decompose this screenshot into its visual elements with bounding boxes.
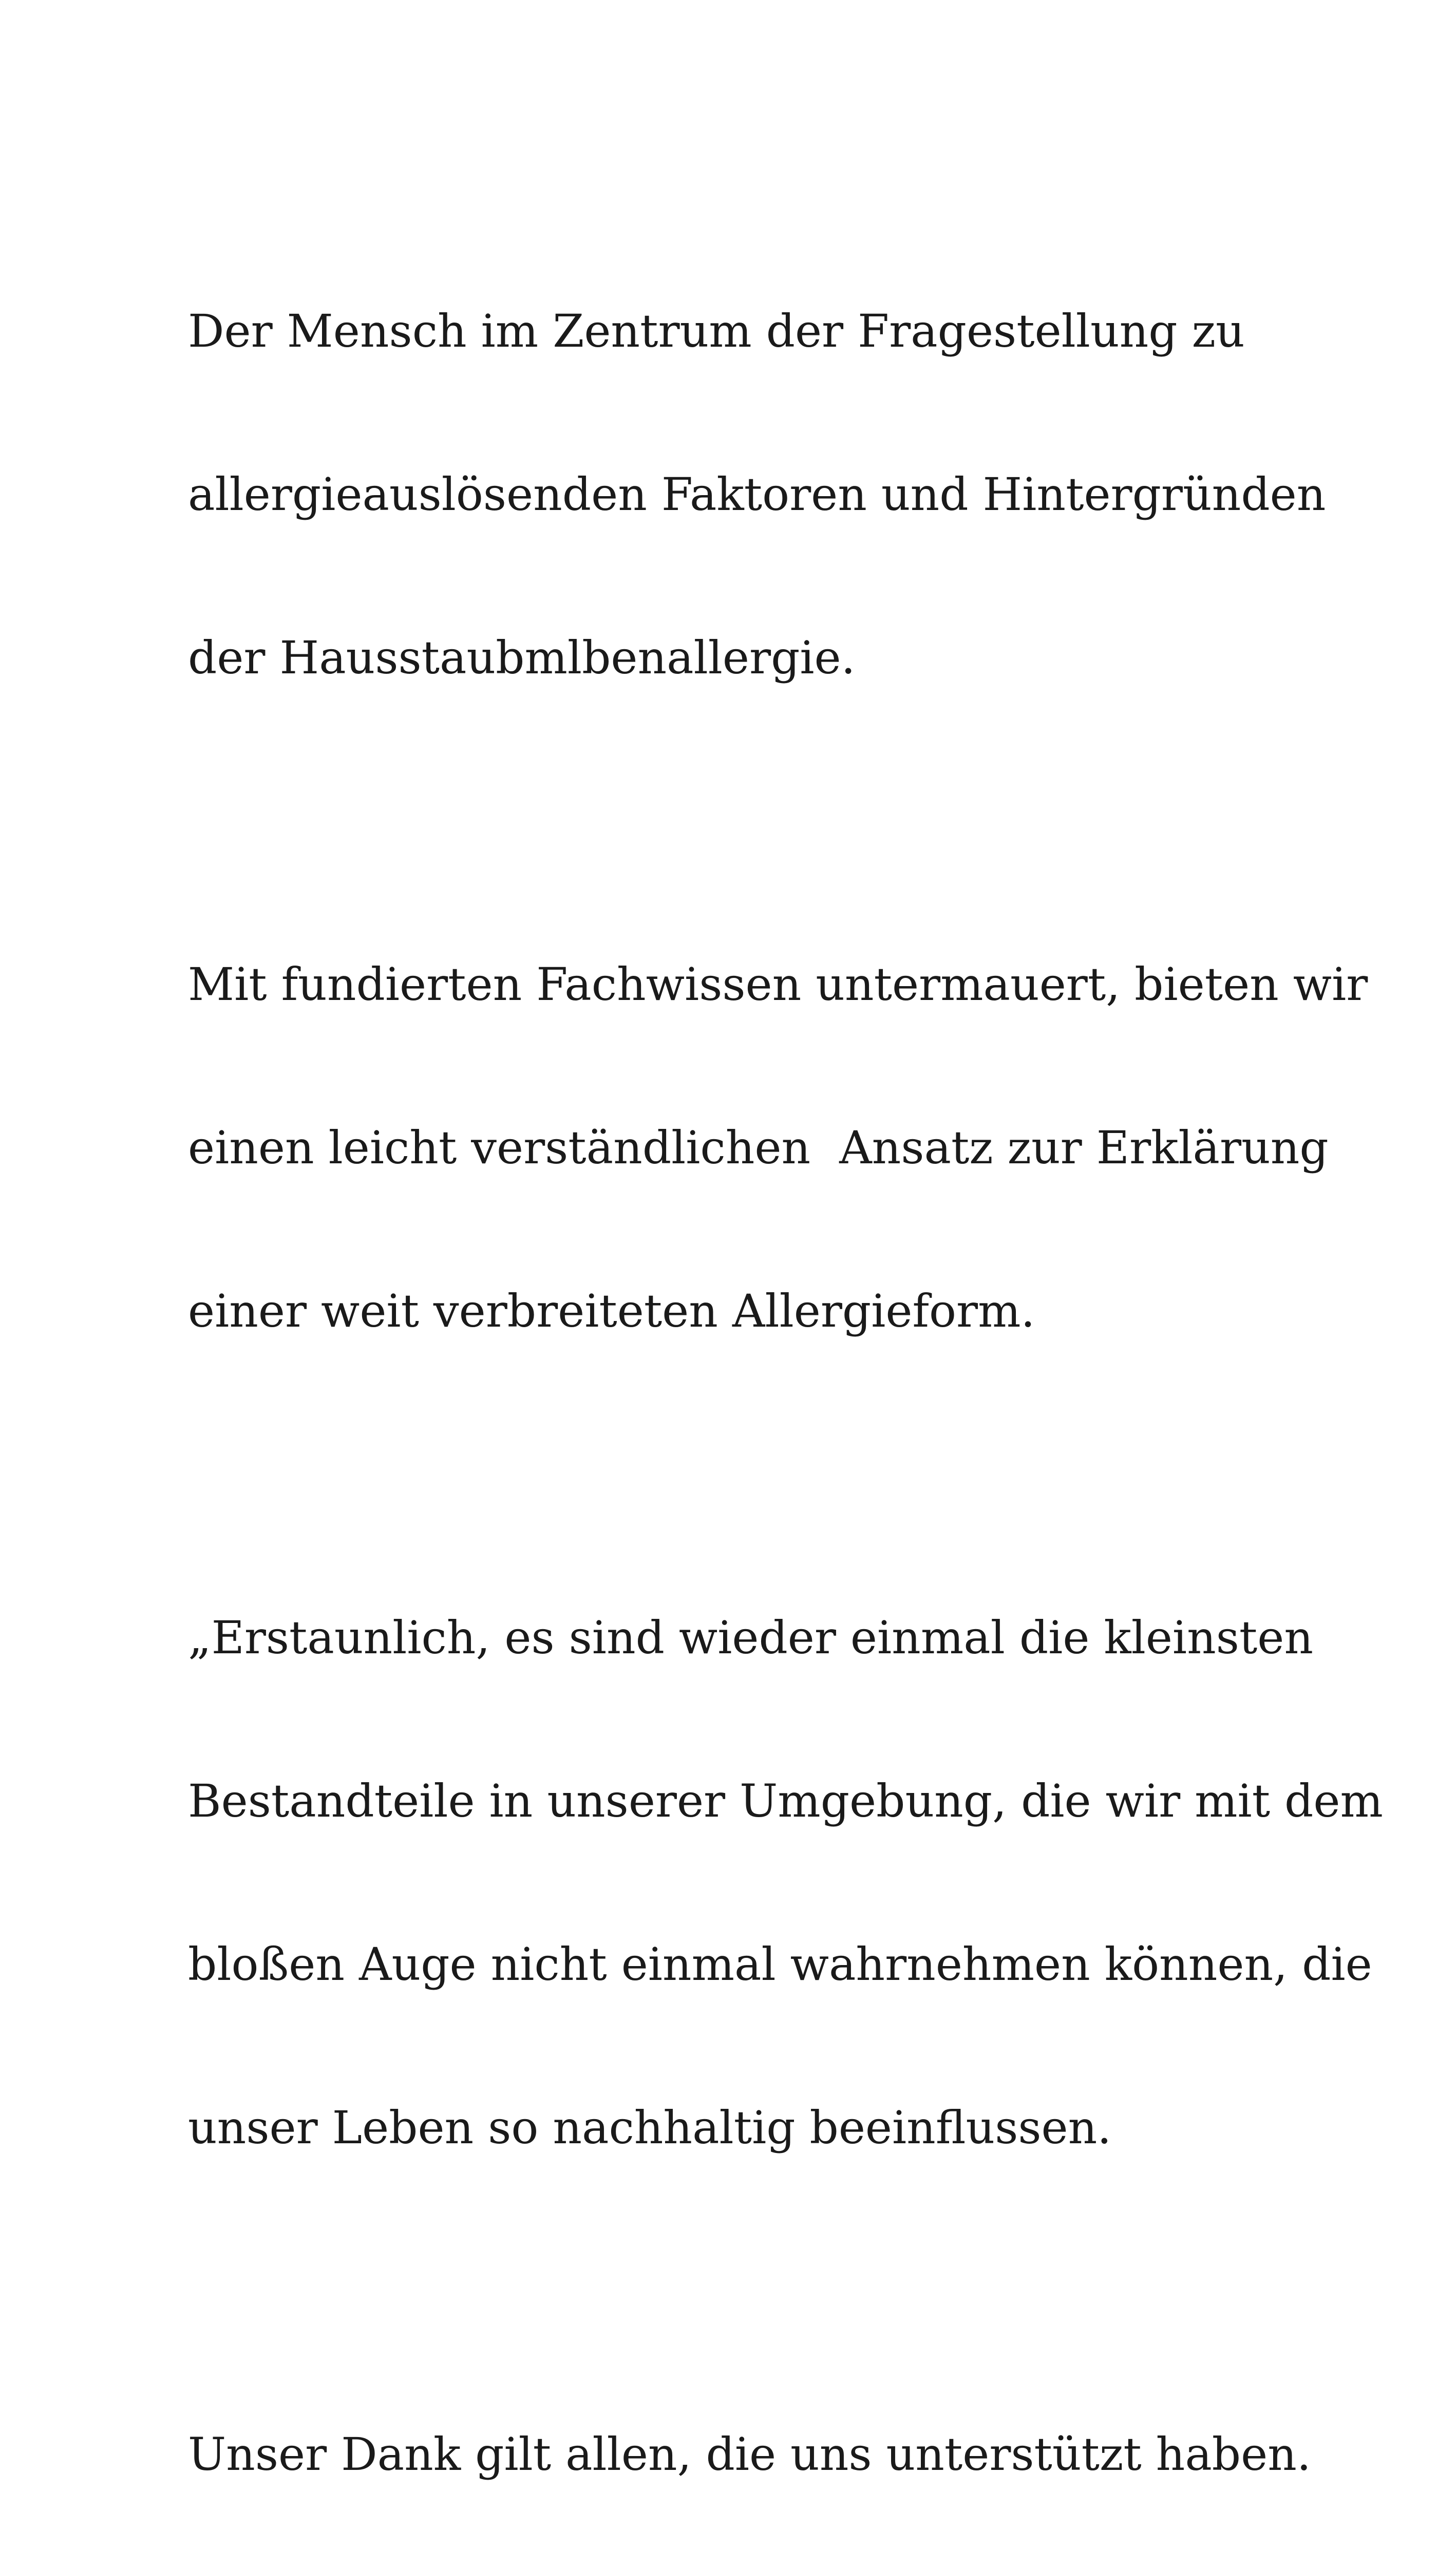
text-line: einer weit verbreiteten Allergieform. — [188, 1285, 1035, 1337]
text-line: Bestandteile in unserer Umgebung, die wir mit dem — [188, 1774, 1383, 1827]
paragraph-expertise — [188, 848, 1368, 1447]
paragraph-intro — [188, 195, 1326, 794]
text-line: unser Leben so nachhaltig beeinflussen. — [188, 2101, 1112, 2154]
body-text — [188, 195, 1383, 2568]
paragraph-quote — [188, 1502, 1383, 2264]
text-line: bloßen Auge nicht einmal wahrnehmen können, die — [188, 1938, 1372, 1991]
text-line: Mit fundierten Fachwissen untermauert, bieten wir — [188, 958, 1368, 1011]
text-line: Der Mensch im Zentrum der Fragestellung zu — [188, 305, 1245, 357]
text-line: allergieauslösenden Faktoren und Hintergründen — [188, 468, 1326, 521]
text-line: einen leicht verständlichen Ansatz zur Erklärung — [188, 1121, 1329, 1174]
text-line: Unser Dank gilt allen, die uns unterstützt haben. — [188, 2428, 1311, 2481]
text-line: „Erstaunlich, es sind wieder einmal die kleinsten — [188, 1611, 1314, 1664]
paragraph-thanks — [188, 2318, 1318, 2568]
text-line: der Hausstaubmlbenallergie. — [188, 631, 856, 684]
